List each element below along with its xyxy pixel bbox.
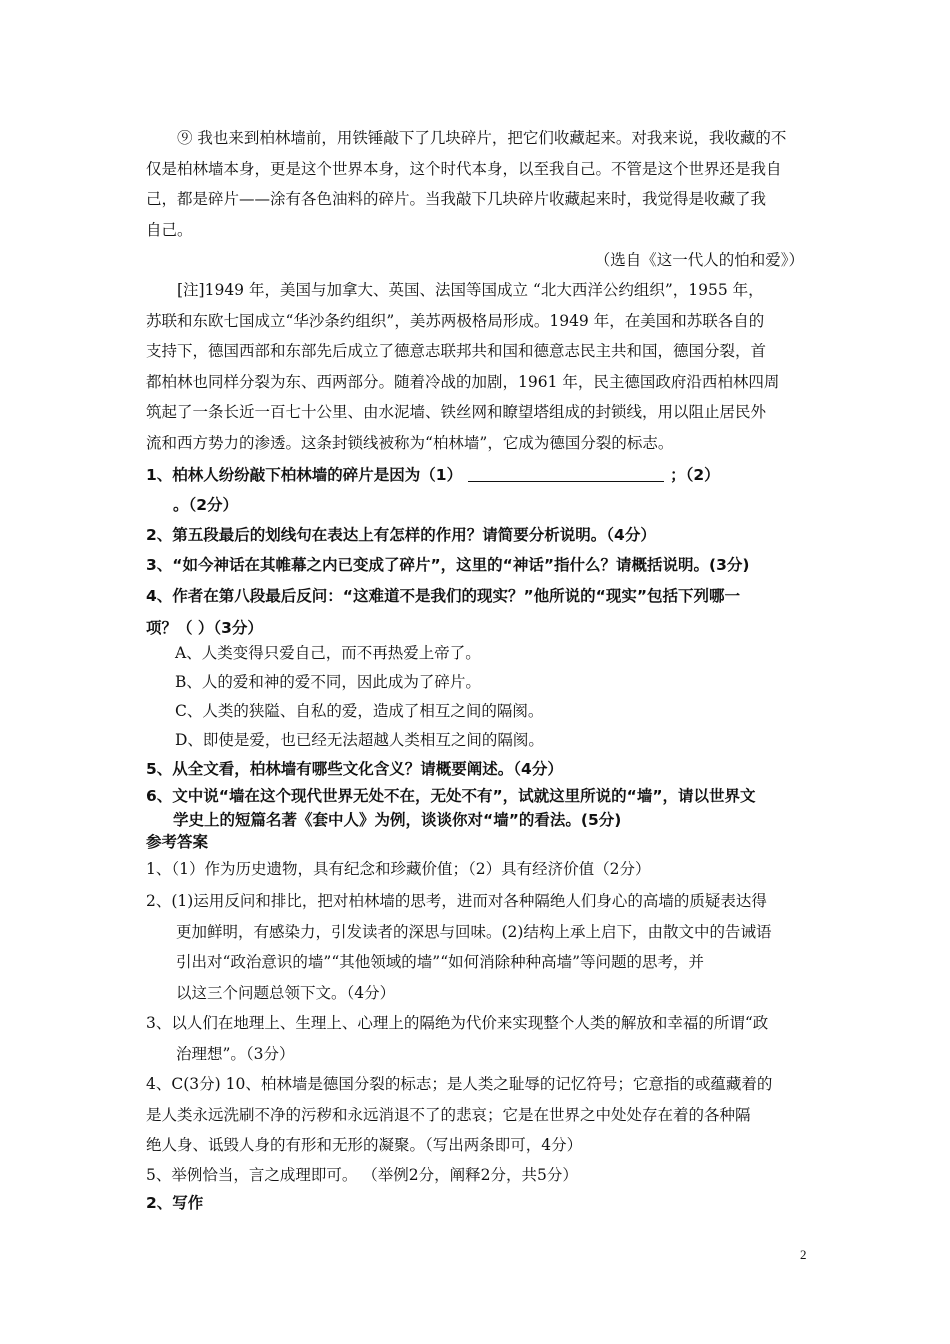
answer-3-line: 治理想”。（3分） <box>176 1044 295 1063</box>
paragraph-9-line: 己，都是碎片——涂有各色油料的碎片。当我敲下几块碎片收藏起来时，我觉得是收藏了我 <box>146 190 767 208</box>
paragraph-9-line: 仅是柏林墙本身，更是这个世界本身，这个时代本身，以至我自己。不管是这个世界还是我自 <box>146 159 782 178</box>
note-line: 苏联和东欧七国成立“华沙条约组织”，美苏两极格局形成。1949 年，在美国和苏联各自的 <box>146 311 765 330</box>
answer-3-line: 3、以人们在地理上、生理上、心理上的隔绝为代价来实现整个人类的解放和幸福的所谓“政 <box>146 1014 769 1032</box>
question-6 <box>146 784 806 832</box>
answer-2-line: 引出对“政治意识的墙”“其他领域的墙”“如何消除种种高墙”等问题的思考，并 <box>176 953 705 971</box>
question-1-score: 。（2分） <box>173 496 239 514</box>
question-4-text-2: 项？（ ）（3分） <box>146 619 263 637</box>
option-a: A、人类变得只爱自己，而不再热爱上帝了。 <box>175 644 481 662</box>
option-d: D、即使是爱，也已经无法超越人类相互之间的隔阂。 <box>175 731 544 749</box>
answer-2-line: 以这三个问题总领下文。（4分） <box>176 983 396 1002</box>
answer-3 <box>146 1008 806 1069</box>
answer-blank[interactable] <box>468 465 664 482</box>
question-2: 2、第五段最后的划线句在表达上有怎样的作用？请简要分析说明。（4分） <box>146 526 656 544</box>
page-number: 2 <box>800 1247 807 1262</box>
question-6-text: 6、文中说“墙在这个现代世界无处不在，无处不有”，试就这里所说的“墙”，请以世界文 <box>146 787 756 805</box>
question-4-text: 4、作者在第八段最后反问：“这难道不是我们的现实？”他所说的“现实”包括下列哪一 <box>146 587 741 605</box>
paragraph-9-line: ⑨ 我也来到柏林墙前，用铁锤敲下了几块碎片，把它们收藏起来。对我来说，我收藏的不 <box>177 129 787 147</box>
answer-2 <box>146 886 806 1008</box>
paragraph-9 <box>146 123 806 245</box>
question-6-text-2: 学史上的短篇名著《套中人》为例，谈谈你对“墙”的看法。(5分) <box>173 811 622 829</box>
answer-2-line: 更加鲜明，有感染力，引发读者的深思与回味。(2)结构上承上启下，由散文中的告诫语 <box>176 922 772 941</box>
note-line: 都柏林也同样分裂为东、西两部分。随着冷战的加剧，1961 年，民主德国政府沿西柏林四周 <box>146 372 780 391</box>
option-c: C、人类的狭隘、自私的爱，造成了相互之间的隔阂。 <box>175 702 544 720</box>
question-5: 5、从全文看，柏林墙有哪些文化含义？请概要阐述。（4分） <box>146 760 563 778</box>
note-line: 流和西方势力的渗透。这条封锁线被称为“柏林墙”，它成为德国分裂的标志。 <box>146 433 674 452</box>
answer-5: 5、举例恰当，言之成理即可。 （举例2分，阐释2分，共5分） <box>146 1166 578 1184</box>
question-3: 3、“如今神话在其帷幕之内已变成了碎片”，这里的“神话”指什么？请概括说明。(3分) <box>146 556 750 574</box>
question-1 <box>146 460 806 520</box>
source-citation: （选自《这一代人的怕和爱》） <box>594 251 804 269</box>
note-line: 支持下，德国西部和东部先后成立了德意志联邦共和国和德意志民主共和国，德国分裂，首 <box>146 342 767 360</box>
note-line: [注]1949 年，美国与加拿大、英国、法国等国成立 “北大西洋公约组织”，1955 年， <box>177 281 764 299</box>
answer-1: 1、（1）作为历史遗物，具有纪念和珍藏价值；（2）具有经济价值（2分） <box>146 860 651 878</box>
section-2-heading: 2、写作 <box>146 1194 204 1212</box>
question-1-text: 1、柏林人纷纷敲下柏林墙的碎片是因为（1） <box>146 466 463 484</box>
answer-4 <box>146 1069 806 1161</box>
answers-heading: 参考答案 <box>146 833 209 851</box>
paragraph-9-line: 自己。 <box>146 220 193 239</box>
question-1-text-2: ；（2） <box>670 466 720 484</box>
question-4 <box>146 580 806 644</box>
note-line: 筑起了一条长近一百七十公里、由水泥墙、铁丝网和瞭望塔组成的封锁线，用以阻止居民外 <box>146 403 767 421</box>
answer-2-line: 2、(1)运用反问和排比，把对柏林墙的思考，进而对各种隔绝人们身心的高墙的质疑表达得 <box>146 892 767 910</box>
answer-4-line: 绝人身、诋毁人身的有形和无形的凝聚。（写出两条即可，4分） <box>146 1136 583 1154</box>
option-b: B、人的爱和神的爱不同，因此成为了碎片。 <box>175 673 481 691</box>
answer-4-line: 4、C(3分) 10、柏林墙是德国分裂的标志；是人类之耻辱的记忆符号；它意指的或蕴藏着的 <box>146 1075 773 1093</box>
answer-4-line: 是人类永远洗刷不净的污秽和永远消退不了的悲哀；它是在世界之中处处存在着的各种隔 <box>146 1105 751 1124</box>
note-paragraph <box>146 275 806 458</box>
